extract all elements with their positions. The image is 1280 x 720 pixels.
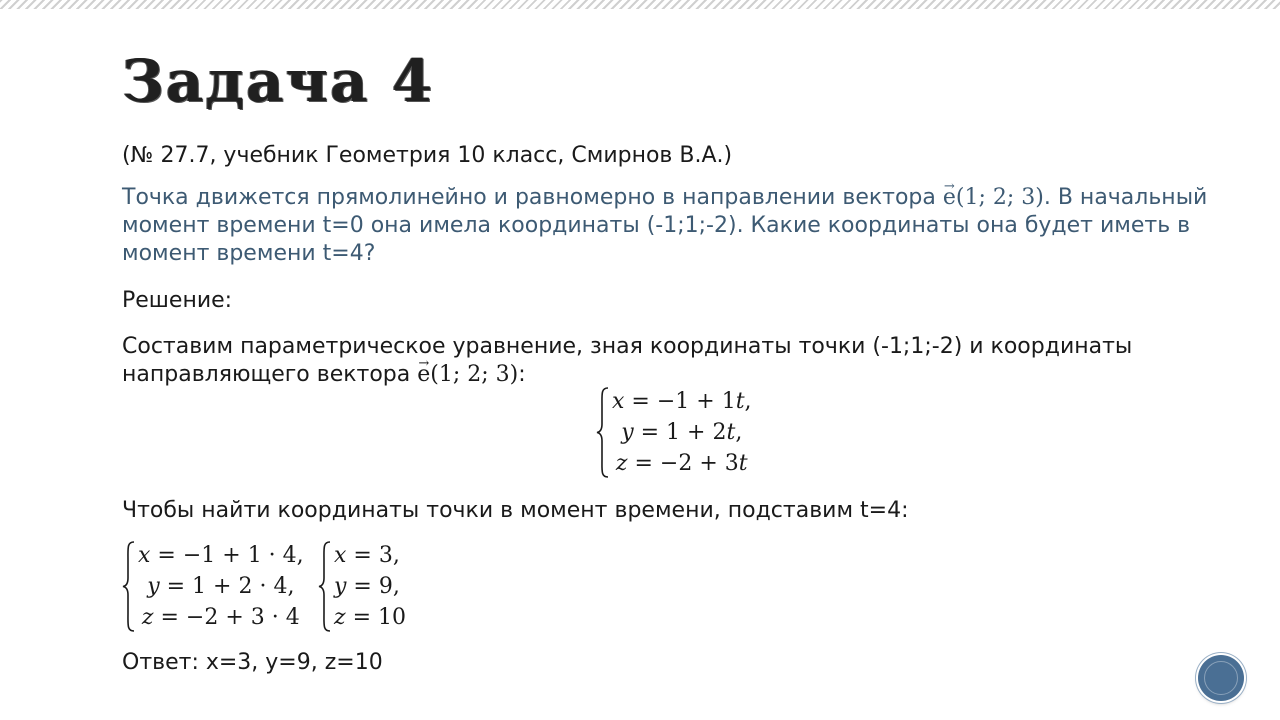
equation-row: z = −2 + 3t [615,451,748,476]
equation-row: x = 3, [334,543,400,568]
step-one-sentence: Составим параметрическое уравнение, зная координаты точки (-1;1;-2) и координаты направляющего вектора [122,334,1133,387]
equation-row: y = 1 + 2t, [621,420,743,445]
vector-coords: (1; 2; 3) [430,362,519,387]
equation-row: x = −1 + 1t, [612,389,752,414]
source-reference: (№ 27.7, учебник Геометрия 10 класс, Смирнов В.А.) [122,143,733,168]
left-brace [596,386,610,479]
nav-button-ring [1204,661,1238,695]
decorative-stripe-bar [0,0,1280,9]
equation-row: z = −2 + 3 · 4 [141,605,300,630]
problem-statement [122,184,1232,268]
vector-e: → e [943,184,956,212]
step-two-text: Чтобы найти координаты точки в момент времени, подставим t=4: [122,498,909,523]
circle-nav-icon[interactable] [1198,655,1244,701]
slide-title: Задача 4 [122,47,435,115]
result-system [318,540,406,633]
left-brace [122,540,136,633]
vector-e: → e [417,361,430,389]
answer-text: Ответ: x=3, y=9, z=10 [122,650,383,675]
substituted-system [122,540,304,633]
equation-row: x = −1 + 1 · 4, [138,543,304,568]
left-brace [318,540,332,633]
step-one-colon: : [518,362,526,387]
parametric-system [596,386,752,479]
step-one-text [122,333,1232,389]
problem-text-end: . В начальный момент времени t=0 она имела координаты (-1;1;-2). Какие координаты она будет иметь в момент времени t=4? [122,185,1208,266]
equation-row: z = 10 [334,605,407,630]
problem-text-start: Точка движется прямолинейно и равномерно в направлении вектора [122,185,943,210]
equation-row: y = 9, [334,574,400,599]
equation-row: y = 1 + 2 · 4, [147,574,295,599]
vector-coords: (1; 2; 3) [955,185,1044,210]
solution-label: Решение: [122,288,233,313]
